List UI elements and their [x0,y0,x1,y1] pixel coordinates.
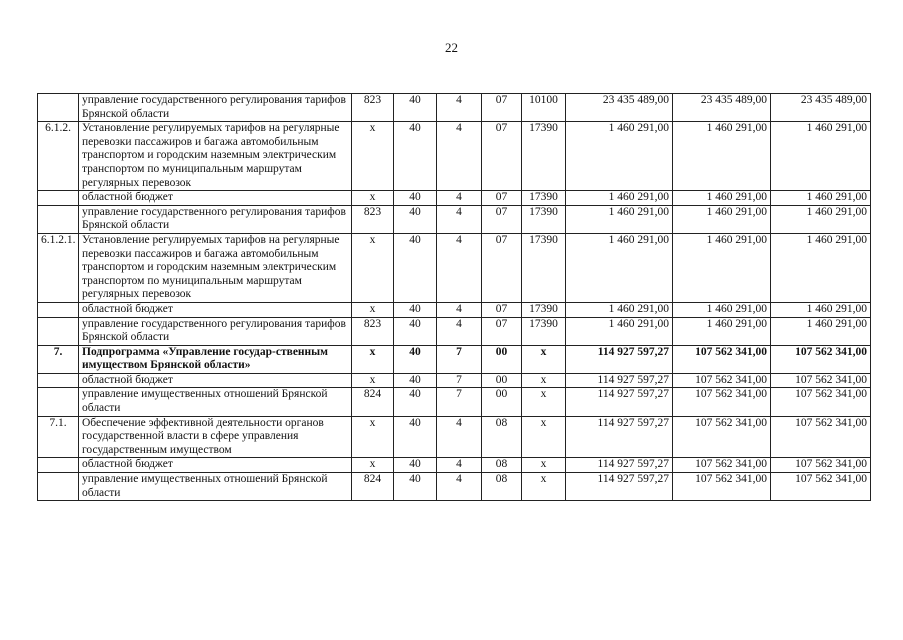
row-number [38,94,79,122]
amount-year-2: 107 562 341,00 [673,416,771,458]
code-subprogram: 4 [437,317,482,345]
amount-year-3: 107 562 341,00 [771,473,871,501]
code-administrator: 823 [352,205,394,233]
code-administrator: х [352,416,394,458]
code-program: 40 [394,122,437,191]
code-subprogram: 7 [437,373,482,388]
table-row [38,205,871,233]
amount-year-3: 107 562 341,00 [771,373,871,388]
code-administrator: 823 [352,94,394,122]
row-number [38,205,79,233]
row-name: управление государственного регулирования тарифов Брянской области [79,205,352,233]
code-subprogram: 4 [437,94,482,122]
code-section: 07 [482,317,522,345]
code-section: 00 [482,388,522,416]
budget-table [37,93,871,501]
table-row [38,473,871,501]
amount-year-2: 107 562 341,00 [673,345,771,373]
code-program: 40 [394,416,437,458]
amount-year-3: 1 460 291,00 [771,233,871,302]
amount-year-2: 1 460 291,00 [673,122,771,191]
code-direction: х [522,473,566,501]
code-section: 08 [482,458,522,473]
code-section: 00 [482,345,522,373]
row-name: областной бюджет [79,191,352,206]
code-program: 40 [394,233,437,302]
amount-year-3: 1 460 291,00 [771,302,871,317]
code-subprogram: 4 [437,233,482,302]
table-row [38,388,871,416]
code-subprogram: 4 [437,191,482,206]
amount-year-2: 1 460 291,00 [673,191,771,206]
code-administrator: 823 [352,317,394,345]
code-subprogram: 4 [437,416,482,458]
amount-year-2: 1 460 291,00 [673,317,771,345]
amount-year-3: 107 562 341,00 [771,388,871,416]
code-section: 07 [482,233,522,302]
table-row [38,191,871,206]
row-name: управление имущественных отношений Брянской области [79,473,352,501]
code-section: 07 [482,191,522,206]
page-number: 22 [445,40,458,55]
code-administrator: х [352,373,394,388]
code-administrator: х [352,122,394,191]
amount-year-1: 23 435 489,00 [566,94,673,122]
code-subprogram: 4 [437,458,482,473]
code-administrator: 824 [352,388,394,416]
row-name: областной бюджет [79,302,352,317]
code-direction: х [522,345,566,373]
code-administrator: х [352,233,394,302]
code-administrator: х [352,302,394,317]
row-number [38,388,79,416]
code-direction: 17390 [522,191,566,206]
amount-year-2: 1 460 291,00 [673,302,771,317]
row-number [38,302,79,317]
row-name: Установление регулируемых тарифов на регулярные перевозки пассажиров и багажа автомобильным транспортом и городским наземным электрическим транспортом по муниципальным маршрутам регулярных перевозок [79,122,352,191]
amount-year-3: 1 460 291,00 [771,122,871,191]
code-subprogram: 4 [437,122,482,191]
code-section: 07 [482,122,522,191]
table-row [38,373,871,388]
code-section: 07 [482,205,522,233]
code-direction: х [522,416,566,458]
amount-year-1: 114 927 597,27 [566,388,673,416]
row-number: 6.1.2.1. [38,233,79,302]
code-direction: 17390 [522,317,566,345]
code-administrator: х [352,345,394,373]
table-row [38,94,871,122]
row-number: 7.1. [38,416,79,458]
row-name: Установление регулируемых тарифов на регулярные перевозки пассажиров и багажа автомобильным транспортом и городским наземным электрическим транспортом по муниципальным маршрутам регулярных перевозок [79,233,352,302]
code-subprogram: 4 [437,205,482,233]
amount-year-1: 1 460 291,00 [566,233,673,302]
row-number [38,191,79,206]
row-name: Подпрограмма «Управление государ-ственным имуществом Брянской области» [79,345,352,373]
code-direction: 17390 [522,302,566,317]
row-name: управление государственного регулирования тарифов Брянской области [79,94,352,122]
amount-year-3: 1 460 291,00 [771,191,871,206]
row-name: областной бюджет [79,458,352,473]
amount-year-3: 107 562 341,00 [771,416,871,458]
code-program: 40 [394,302,437,317]
amount-year-2: 107 562 341,00 [673,388,771,416]
code-section: 07 [482,94,522,122]
row-name: областной бюджет [79,373,352,388]
row-number [38,458,79,473]
amount-year-3: 23 435 489,00 [771,94,871,122]
code-direction: 17390 [522,205,566,233]
amount-year-1: 114 927 597,27 [566,373,673,388]
code-program: 40 [394,388,437,416]
amount-year-3: 1 460 291,00 [771,317,871,345]
code-administrator: х [352,458,394,473]
code-administrator: 824 [352,473,394,501]
amount-year-1: 1 460 291,00 [566,122,673,191]
code-subprogram: 4 [437,302,482,317]
row-number [38,373,79,388]
amount-year-1: 1 460 291,00 [566,317,673,345]
code-program: 40 [394,94,437,122]
code-section: 08 [482,416,522,458]
code-direction: 17390 [522,233,566,302]
row-number: 6.1.2. [38,122,79,191]
amount-year-2: 107 562 341,00 [673,473,771,501]
amount-year-2: 107 562 341,00 [673,458,771,473]
code-program: 40 [394,473,437,501]
row-name: управление государственного регулирования тарифов Брянской области [79,317,352,345]
table-row [38,122,871,191]
amount-year-2: 1 460 291,00 [673,233,771,302]
amount-year-1: 114 927 597,27 [566,416,673,458]
code-program: 40 [394,345,437,373]
amount-year-2: 23 435 489,00 [673,94,771,122]
code-administrator: х [352,191,394,206]
code-program: 40 [394,317,437,345]
code-direction: х [522,373,566,388]
code-program: 40 [394,458,437,473]
table-row [38,233,871,302]
amount-year-1: 1 460 291,00 [566,191,673,206]
row-name: управление имущественных отношений Брянской области [79,388,352,416]
table-row [38,317,871,345]
amount-year-1: 1 460 291,00 [566,205,673,233]
table-row [38,345,871,373]
code-direction: 10100 [522,94,566,122]
code-direction: х [522,458,566,473]
code-program: 40 [394,205,437,233]
amount-year-1: 1 460 291,00 [566,302,673,317]
code-section: 00 [482,373,522,388]
amount-year-3: 1 460 291,00 [771,205,871,233]
amount-year-2: 1 460 291,00 [673,205,771,233]
row-number [38,317,79,345]
amount-year-3: 107 562 341,00 [771,345,871,373]
amount-year-3: 107 562 341,00 [771,458,871,473]
code-direction: 17390 [522,122,566,191]
code-subprogram: 7 [437,345,482,373]
table-row [38,302,871,317]
row-name: Обеспечение эффективной деятельности органов государственной власти в сфере управления государственным имуществом [79,416,352,458]
amount-year-1: 114 927 597,27 [566,473,673,501]
table-row [38,458,871,473]
code-section: 08 [482,473,522,501]
code-subprogram: 4 [437,473,482,501]
code-direction: х [522,388,566,416]
row-number: 7. [38,345,79,373]
code-program: 40 [394,191,437,206]
code-program: 40 [394,373,437,388]
code-subprogram: 7 [437,388,482,416]
row-number [38,473,79,501]
amount-year-1: 114 927 597,27 [566,458,673,473]
amount-year-2: 107 562 341,00 [673,373,771,388]
table-row [38,416,871,458]
amount-year-1: 114 927 597,27 [566,345,673,373]
table-body [38,94,871,501]
code-section: 07 [482,302,522,317]
